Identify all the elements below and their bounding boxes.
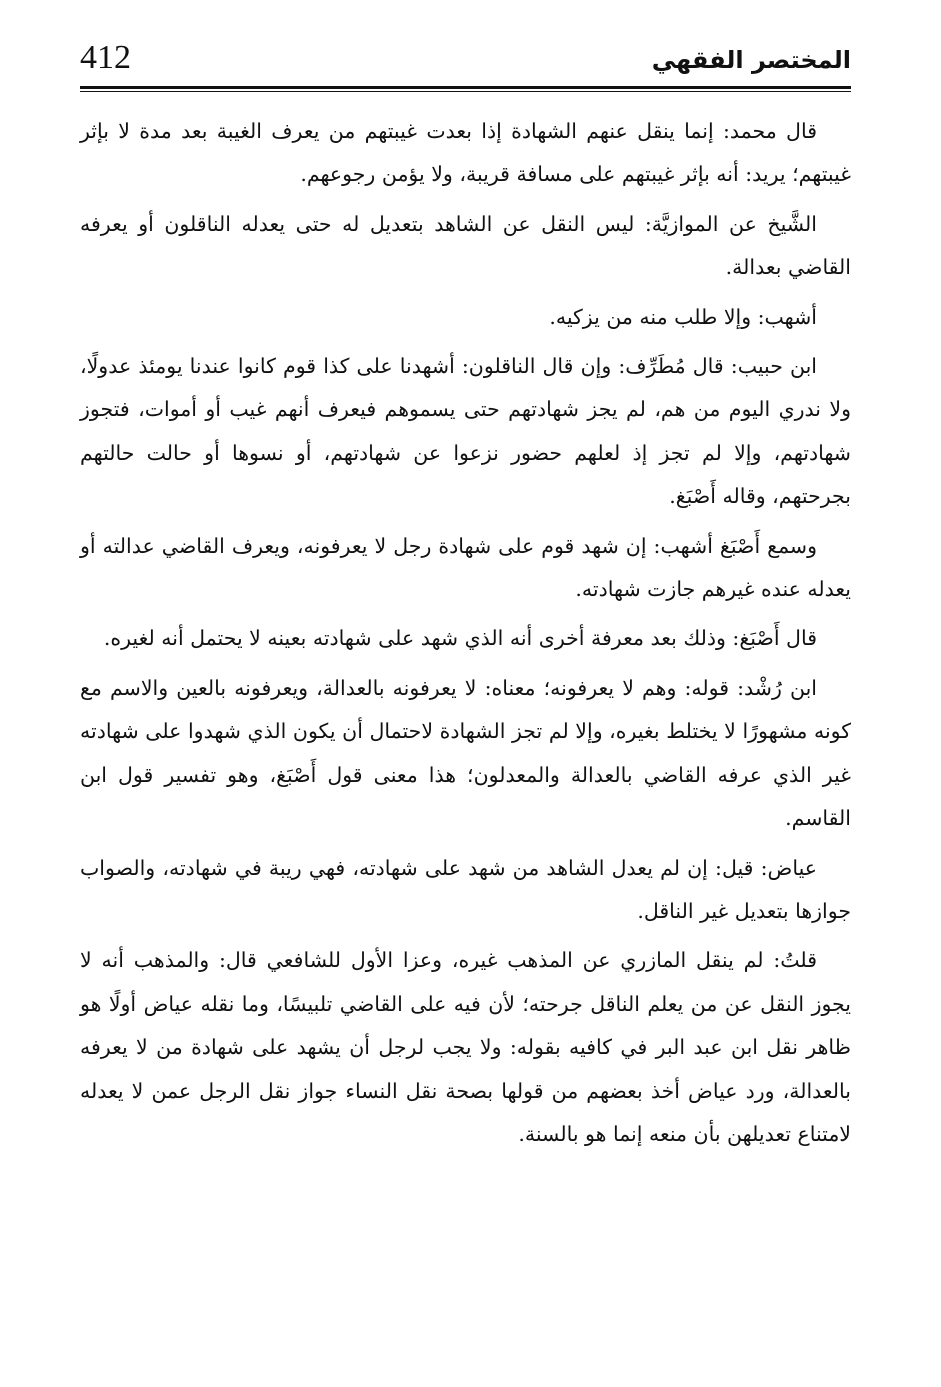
header-rule [80, 86, 851, 92]
paragraph: قال محمد: إنما ينقل عنهم الشهادة إذا بعدت غيبتهم من يعرف الغيبة بعد مدة لا بإثر غيبتهم؛ يريد: أنه بإثر غيبتهم على مسافة قريبة، ولا يؤمن رجوعهم. [80, 119, 851, 187]
page-header [80, 36, 851, 86]
paragraph: عياض: قيل: إن لم يعدل الشاهد من شهد على شهادته، فهي ريبة في شهادته، والصواب جوازها بتعديل غير الناقل. [80, 855, 851, 923]
paragraph: قال أَصْبَغ: وذلك بعد معرفة أخرى أنه الذي شهد على شهادته بعينه لا يحتمل أنه لغيره. [103, 626, 817, 651]
running-title: المختصر الفقهي [651, 46, 851, 74]
book-page [80, 36, 851, 1162]
paragraph: الشَّيخ عن الموازيَّة: ليس النقل عن الشاهد بتعديل له حتى يعدله الناقلون أو يعرفه القاضي بعدالة. [80, 211, 851, 280]
paragraph: أشهب: وإلا طلب منه من يزكيه. [549, 304, 817, 329]
paragraph: وسمع أَصْبَغ أشهب: إن شهد قوم على شهادة رجل لا يعرفونه، ويعرف القاضي عدالته أو يعدله عنده غيرهم جازت شهادته. [80, 533, 851, 602]
page-number: 412 [80, 39, 131, 76]
page-body [80, 110, 851, 1156]
paragraph: قلتُ: لم ينقل المازري عن المذهب غيره، وعزا الأول للشافعي قال: والمذهب أنه لا يجوز النقل عن من يعلم الناقل جرحته؛ لأن فيه على القاضي تلبيسًا، وما نقله عياض أولًا هو ظاهر نقل ابن عبد البر في كافيه بقوله: ولا يجب لرجل أن يشهد على شهادة من لا يعرفه بالعدالة، ورد عياض أخذ بعضهم من قولها بصحة نقل النساء جواز نقل الرجل عمن لا يعدله لامتناع تعديلهن بأن منعه إنما هو بالسنة. [80, 948, 851, 1146]
paragraph: ابن رُشْد: قوله: وهم لا يعرفونه؛ معناه: لا يعرفونه بالعدالة، ويعرفونه بالعين والاسم مع كونه مشهورًا لا يختلط بغيره، وإلا لم تجز الشهادة لاحتمال أن يكون الذي شهدوا على شهادته غير الذي عرفه القاضي بالعدالة والمعدلون؛ هذا معنى قول أَصْبَغ، وهو تفسير قول ابن القاسم. [80, 675, 851, 831]
paragraph: ابن حبيب: قال مُطَرِّف: وإن قال الناقلون: أشهدنا على كذا قوم كانوا عندنا يومئذ عدولًا، ولا ندري اليوم من هم، لم يجز شهادتهم حتى يسموهم فيعرف أنهم غيب أو أموات، فتجوز شهادتهم، وإلا لم تجز إذ لعلهم حضور نزعوا عن شهادتهم، أو نسوها أو حالت حالتهم بجرحتهم، وقاله أَصْبَغ. [80, 354, 851, 509]
